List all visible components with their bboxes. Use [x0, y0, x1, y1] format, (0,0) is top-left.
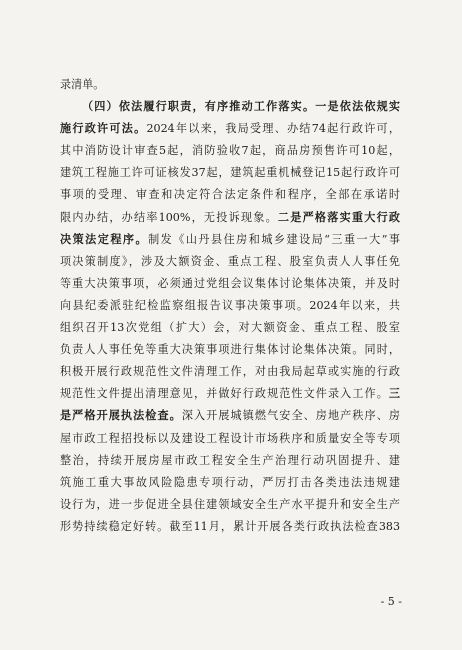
text-segment: 负责人人事任免等重大决策事项进行集体讨论集体决策。同时，	[60, 343, 400, 357]
bold-text-segment: 三	[388, 387, 400, 401]
text-segment: 组织召开13次党组（扩大）会，对大额资金、重点工程、股室	[60, 321, 400, 335]
text-segment: 事项的受理、审查和决定符合法定条件和程序，全部在承诺时	[60, 188, 400, 202]
bold-text-segment: （四）依法履行职责，有序推动工作落实。一是依法依规实	[82, 100, 400, 114]
text-line	[60, 140, 400, 162]
text-line	[60, 405, 400, 427]
text-segment: 限内办结，办结率100%，无投诉现象。	[60, 210, 278, 224]
text-segment: 设行为，进一步促进全县住建领域安全生产水平提升和安全生产	[60, 497, 400, 511]
text-segment: 建筑工程施工许可证核发37起，建筑起重机械登记15起行政许可	[60, 166, 400, 180]
page-number: - 5 -	[380, 595, 402, 608]
text-line	[60, 450, 400, 472]
text-segment: 深入开展城镇燃气安全、房地产秩序、房	[181, 409, 400, 423]
text-segment: 整治，持续开展房屋市政工程安全生产治理行动巩固提升、建	[60, 453, 400, 467]
text-segment: 规范性文件提出清理意见，并做好行政规范性文件录入工作。	[60, 387, 389, 401]
text-segment: 筑施工重大事故风险隐患专项行动，严厉打击各类违法违规建	[60, 475, 400, 489]
text-line	[60, 184, 400, 206]
text-line	[60, 472, 400, 494]
text-segment: 等重大决策事项，必须通过党组会议集体讨论集体决策，并及时	[60, 276, 400, 290]
text-line	[60, 207, 400, 229]
text-line	[60, 428, 400, 450]
body-text	[60, 74, 400, 538]
text-line	[60, 74, 400, 96]
text-segment: 积极开展行政规范性文件清理工作，对由我局起草或实施的行政	[60, 365, 400, 379]
text-segment: 其中消防设计审查5起，消防验收7起，商品房预售许可10起，	[60, 144, 400, 158]
text-line	[60, 339, 400, 361]
text-line	[60, 494, 400, 516]
text-line	[60, 96, 400, 118]
text-line	[60, 162, 400, 184]
text-segment: 制发《山丹县住房和城乡建设局“三重一大”事	[148, 232, 400, 246]
text-segment: 录清单。	[60, 78, 105, 91]
text-segment: 向县纪委派驻纪检监察组报告议事决策事项。2024年以来，共	[60, 298, 400, 312]
text-line	[60, 317, 400, 339]
text-line	[60, 229, 400, 251]
text-line	[60, 273, 400, 295]
text-segment: 屋市政工程招投标以及建设工程设计市场秩序和质量安全等专项	[60, 431, 400, 445]
text-segment: 形势持续稳定好转。截至11月，累计开展各类行政执法检查383	[60, 519, 400, 533]
text-line	[60, 118, 400, 140]
bold-text-segment: 是严格开展执法检查。	[60, 409, 182, 423]
bold-text-segment: 二是严格落实重大行政	[277, 210, 400, 224]
text-line	[60, 295, 400, 317]
text-segment: 2024年以来，我局受理、办结74起行政许可，	[146, 122, 400, 136]
text-line	[60, 383, 400, 405]
text-segment: 项决策制度》，涉及大额资金、重点工程、股室负责人人事任免	[60, 254, 400, 268]
text-line	[60, 516, 400, 538]
text-line	[60, 361, 400, 383]
bold-text-segment: 施行政许可法。	[60, 122, 147, 136]
text-line	[60, 251, 400, 273]
bold-text-segment: 决策法定程序。	[60, 232, 149, 246]
